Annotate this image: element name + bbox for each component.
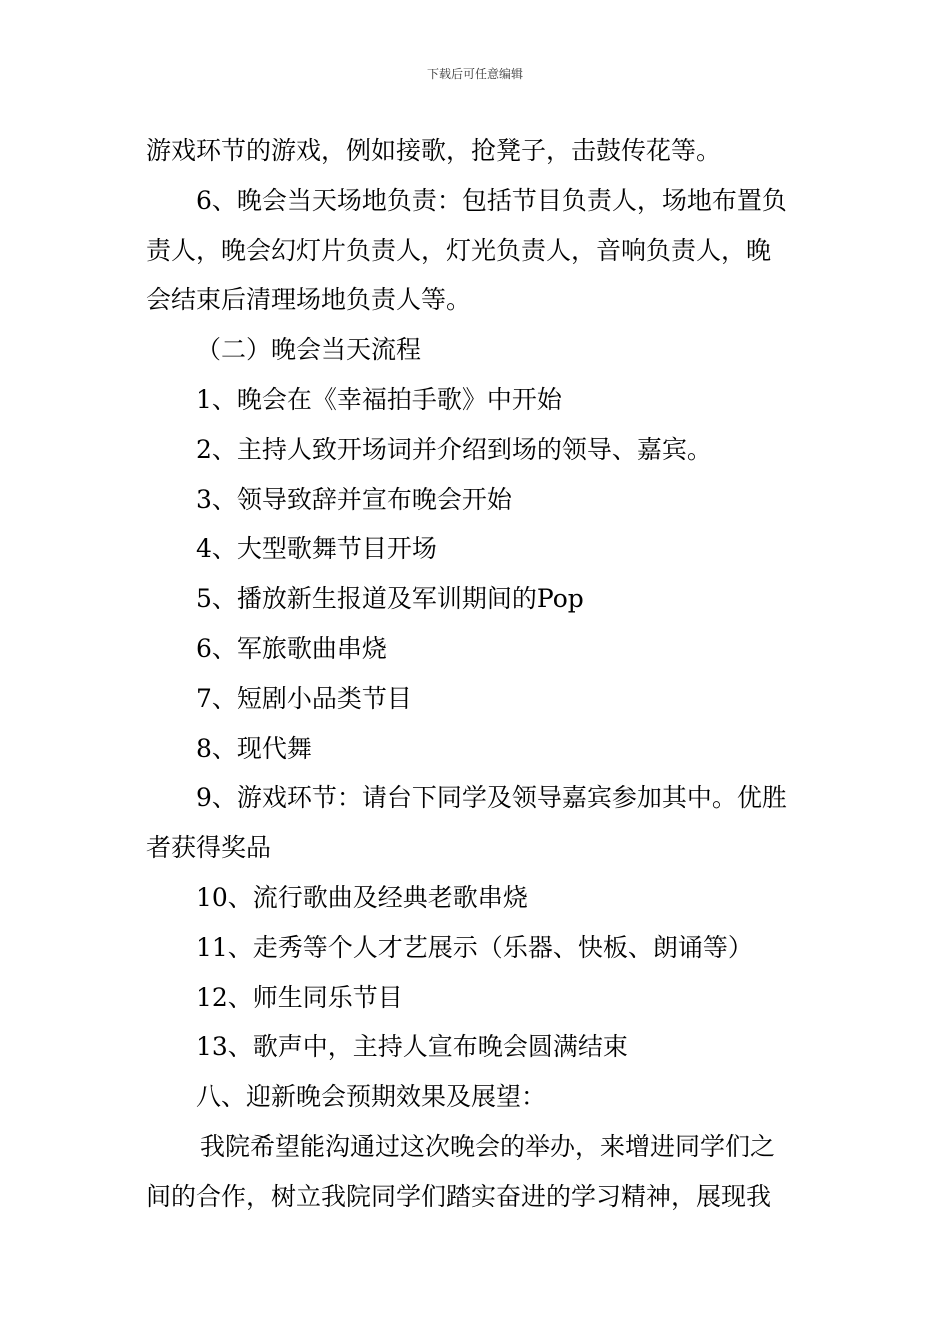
list-item: 3、领导致辞并宣布晚会开始: [196, 484, 512, 514]
list-item: 1、晚会在《幸福拍手歌》中开始: [196, 384, 562, 414]
list-item: 13、歌声中，主持人宣布晚会圆满结束: [196, 1032, 628, 1062]
list-item: 4、大型歌舞节目开场: [196, 534, 437, 564]
list-item: 10、流行歌曲及经典老歌串烧: [196, 882, 528, 912]
list-item: 11、走秀等个人才艺展示（乐器、快板、朗诵等）: [196, 932, 753, 962]
text-line: 6、晚会当天场地负责：包括节目负责人，场地布置负: [196, 185, 787, 215]
page-header-note: 下载后可任意编辑: [426, 67, 523, 81]
section-heading: （二）晚会当天流程: [196, 335, 422, 365]
document-body: [146, 126, 810, 1222]
text-line: 会结束后清理场地负责人等。: [146, 285, 472, 315]
list-item: 8、现代舞: [196, 733, 312, 763]
list-item: 9、游戏环节：请台下同学及领导嘉宾参加其中。优胜: [196, 783, 787, 813]
section-heading: 八、迎新晚会预期效果及展望：: [196, 1082, 547, 1112]
text-line: 游戏环节的游戏，例如接歌，抢凳子，击鼓传花等。: [146, 136, 722, 165]
list-item: 5、播放新生报道及军训期间的Pop: [196, 584, 584, 614]
text-line: 责人，晚会幻灯片负责人，灯光负责人，音响负责人，晚: [146, 235, 772, 265]
text-line: 间的合作，树立我院同学们踏实奋进的学习精神，展现我: [146, 1181, 772, 1211]
text-line: 者获得奖品: [146, 833, 272, 863]
text-line: 我院希望能沟通过这次晚会的举办，来增进同学们之: [200, 1131, 776, 1161]
list-item: 12、师生同乐节目: [196, 982, 403, 1012]
list-item: 2、主持人致开场词并介绍到场的领导、嘉宾。: [196, 434, 712, 464]
list-item: 7、短剧小品类节目: [196, 683, 412, 713]
list-item: 6、军旅歌曲串烧: [196, 633, 387, 663]
